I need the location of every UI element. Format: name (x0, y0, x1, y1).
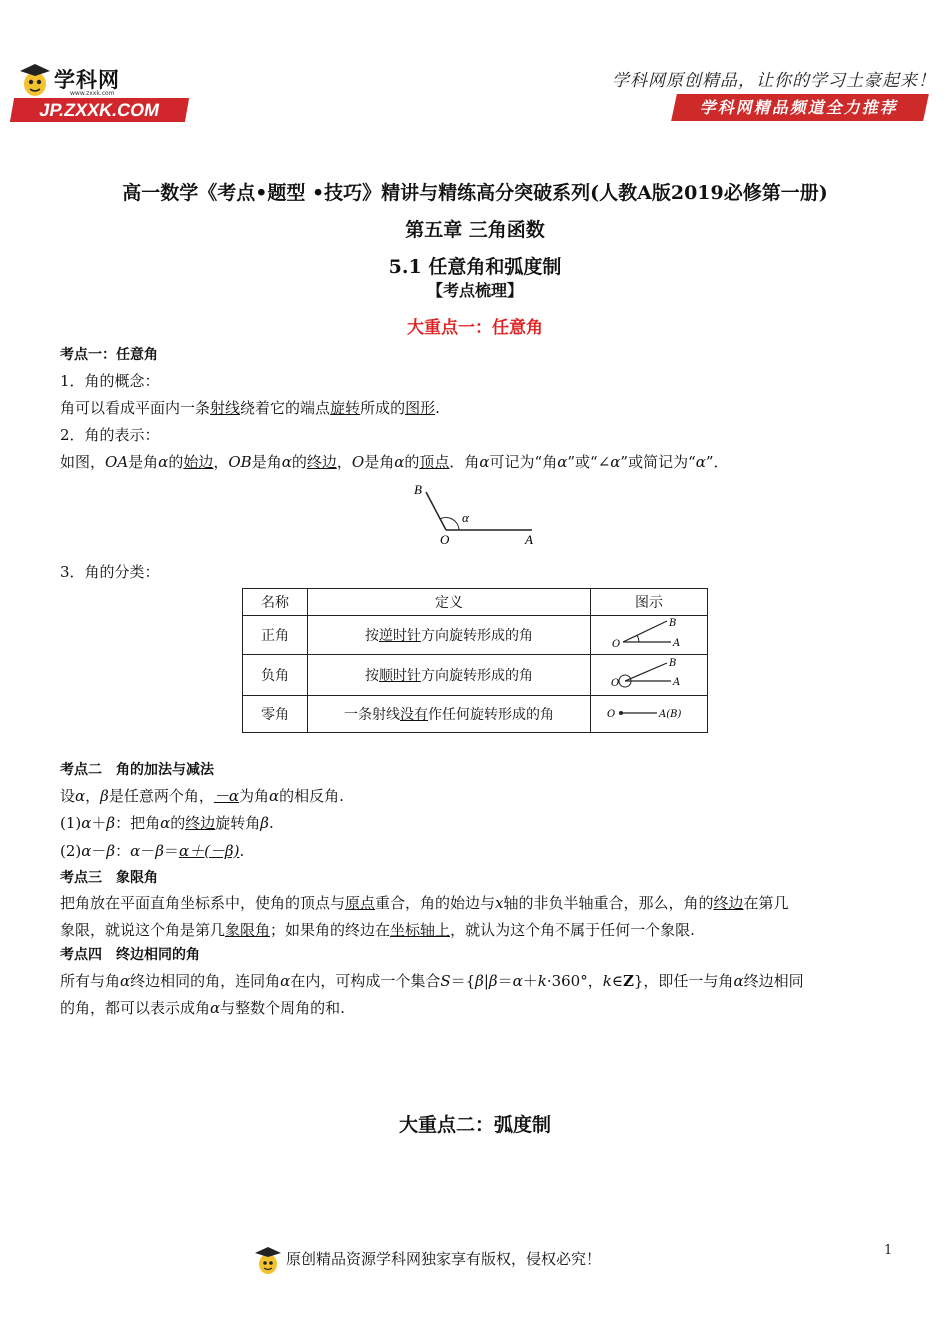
point4-line1: 所有与角α终边相同的角，连同角α在内，可构成一个集合S＝{β|β＝α＋k·360°，k∈Z}，即任一与角α终边相同 (60, 972, 804, 990)
label-o: O (440, 532, 450, 547)
series-title: 高一数学《考点•题型 •技巧》精讲与精练高分突破系列(人教A版2019必修第一册) (122, 182, 828, 204)
svg-text:A: A (673, 677, 681, 688)
recommend-banner: 学科网精品频道全力推荐 (671, 94, 929, 121)
svg-text:A: A (673, 638, 681, 649)
focus2-heading: 大重点二：弧度制 (398, 1114, 551, 1136)
label-b: B (414, 482, 422, 497)
row-fig (591, 696, 708, 733)
point4-heading: 考点四 终边相同的角 (60, 947, 200, 963)
table-row (243, 696, 708, 733)
class-label: 3．角的分类： (60, 563, 160, 581)
row-def: 按逆时针方向旋转形成的角 (308, 616, 591, 655)
mascot-icon (18, 62, 52, 98)
row-fig (591, 655, 708, 696)
footer-mascot-icon (254, 1246, 282, 1276)
concept-line: 角可以看成平面内一条射线绕着它的端点旋转所成的图形. (60, 399, 440, 417)
zero-angle-figure (599, 701, 699, 723)
svg-text:A(B): A(B) (659, 709, 682, 720)
svg-text:B: B (669, 618, 677, 629)
point4-line2: 的角，都可以表示成角α与整数个周角的和. (60, 999, 345, 1017)
point3-heading: 考点三 象限角 (60, 870, 158, 886)
table-header-row (243, 589, 708, 616)
svg-text:B: B (669, 658, 677, 669)
slogan: 学科网原创精品，让你的学习土豪起来！ (612, 71, 936, 91)
angle-class-table (242, 588, 708, 733)
svg-text:O: O (607, 709, 616, 720)
row-def: 一条射线没有作任何旋转形成的角 (308, 696, 591, 733)
zxxk-logo (12, 62, 187, 124)
row-def: 按顺时针方向旋转形成的角 (308, 655, 591, 696)
ray-ob (426, 492, 446, 530)
positive-angle-figure (609, 616, 689, 650)
repr-label: 2．角的表示： (60, 426, 160, 444)
label-alpha: α (462, 510, 469, 525)
focus1-heading: 大重点一：任意角 (407, 318, 543, 338)
point2-line3: (2)α－β：α－β＝α＋(－β). (60, 842, 245, 860)
point2-line2: (1)α＋β：把角α的终边旋转角β. (60, 814, 274, 832)
label-a: A (525, 532, 533, 547)
row-name: 负角 (243, 655, 308, 696)
svg-text:O: O (612, 639, 621, 650)
row-fig (591, 616, 708, 655)
footer-copyright: 原创精品资源学科网独家享有版权，侵权必究！ (286, 1250, 602, 1268)
logo-url: JP.ZXXK.COM (10, 98, 189, 122)
point1-heading: 考点一：任意角 (60, 347, 158, 363)
logo-www: www.zxxk.com (70, 90, 115, 97)
repr-line: 如图，OA是角α的始边，OB是角α的终边，O是角α的顶点．角α可记为“角α”或“∠α”或简记为“α”． (60, 453, 729, 471)
angle-diagram (410, 478, 550, 550)
header-name: 名称 (243, 589, 308, 616)
table-row (243, 655, 708, 696)
table-row (243, 616, 708, 655)
row-name: 正角 (243, 616, 308, 655)
point3-line2: 象限，就说这个角是第几象限角；如果角的终边在坐标轴上，就认为这个角不属于任何一个象限. (60, 921, 695, 939)
negative-angle-figure (609, 655, 689, 691)
page-number: 1 (884, 1243, 893, 1258)
concept-label: 1．角的概念： (60, 372, 160, 390)
row-name: 零角 (243, 696, 308, 733)
svg-text:O: O (611, 678, 620, 689)
header-fig: 图示 (591, 589, 708, 616)
point3-line1: 把角放在平面直角坐标系中，使角的顶点与原点重合，角的始边与x轴的非负半轴重合，那么，角的终边在第几 (60, 894, 789, 912)
point2-heading: 考点二 角的加法与减法 (60, 762, 214, 778)
header-def: 定义 (308, 589, 591, 616)
logo-name: 学科网 (54, 68, 120, 92)
chapter-title: 第五章 三角函数 (405, 219, 545, 241)
outline-heading: 【考点梳理】 (426, 281, 523, 300)
section-title: 5.1 任意角和弧度制 (388, 256, 562, 278)
point2-line1: 设α，β是任意两个角，－α为角α的相反角. (60, 787, 344, 805)
